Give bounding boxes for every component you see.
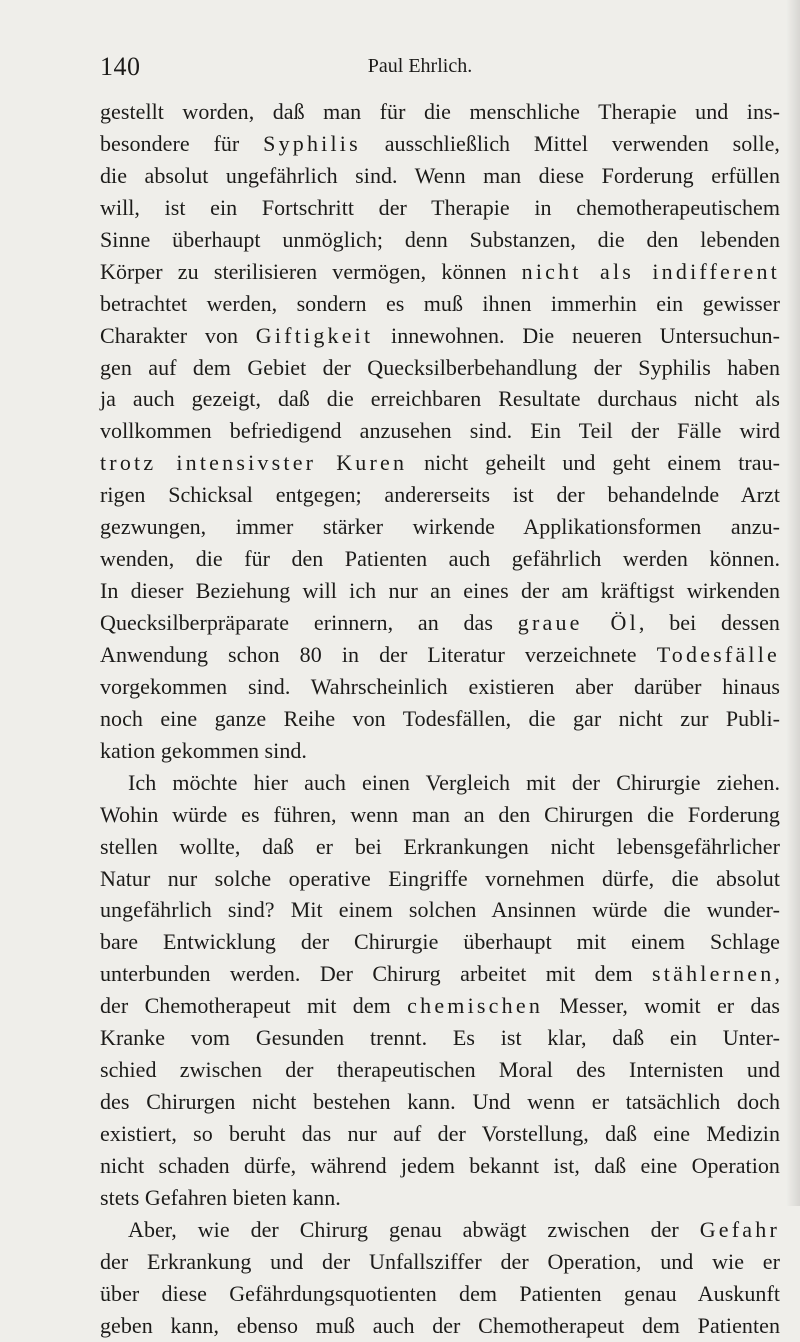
line-text: Aber, wie der Chirurg genau abwägt zwischen der	[128, 1216, 700, 1242]
page-edge-shadow	[786, 0, 800, 1206]
line-text: Quecksilberpräparate erinnern, an das	[100, 610, 518, 635]
line-text: ungefährlich sind? Mit einem solchen Ansinnen würde die wunder-	[100, 897, 780, 923]
line-text: besondere für	[100, 130, 264, 156]
line-text: nicht schaden dürfe, während jedem bekannt ist, daß eine Operation	[100, 1152, 780, 1178]
text-line	[100, 990, 780, 1022]
text-line	[100, 926, 780, 958]
spaced-emphasis: Todesfälle	[656, 641, 780, 667]
line-text: In dieser Beziehung will ich nur an eines der am kräftigst wirkenden	[100, 578, 780, 604]
spaced-emphasis: Giftigkeit	[255, 322, 374, 348]
spaced-emphasis: stählernen	[652, 961, 775, 987]
page-header	[100, 52, 740, 82]
line-text: noch eine ganze Reihe von Todesfällen, die gar nicht zur Publi-	[100, 705, 780, 731]
line-text: Wohin würde es führen, wenn man an den Chirurgen die Forderung	[100, 801, 780, 827]
line-text: der Erkrankung und der Unfallsziffer der Operation, und wie er	[100, 1248, 780, 1274]
text-line	[100, 352, 780, 384]
text-line	[100, 1278, 780, 1310]
line-text: stets Gefahren bieten kann.	[100, 1184, 341, 1210]
line-text: gezwungen, immer stärker wirkende Applikationsformen anzu-	[100, 514, 780, 540]
text-line	[100, 1118, 780, 1150]
line-text: Anwendung schon 80 in der Literatur verzeichnete	[100, 641, 657, 667]
text-line	[100, 192, 780, 224]
line-text: bare Entwicklung der Chirurgie überhaupt mit einem Schlage	[100, 929, 780, 955]
line-text: , bei dessen	[638, 610, 780, 635]
line-text: über diese Gefährdungsquotienten dem Patienten genau Auskunft	[100, 1280, 780, 1306]
spaced-emphasis: nicht als indifferent	[521, 258, 780, 284]
text-line	[100, 1086, 780, 1118]
text-line	[100, 256, 780, 288]
text-line	[100, 607, 780, 639]
text-line	[100, 96, 780, 128]
spaced-emphasis: graue Öl	[517, 610, 639, 635]
text-line	[100, 799, 780, 831]
line-text: betrachtet werden, sondern es muß ihnen immerhin ein gewisser	[100, 290, 780, 316]
line-text: Ich möchte hier auch einen Vergleich mit der Chirurgie ziehen.	[128, 769, 780, 795]
line-text: unterbunden werden. Der Chirurg arbeitet mit dem	[100, 961, 653, 987]
line-text: der Chemotherapeut mit dem	[100, 993, 408, 1019]
line-text: gestellt worden, daß man für die menschliche Therapie und ins-	[100, 99, 780, 124]
line-text: Sinne überhaupt unmöglich; denn Substanzen, die den lebenden	[100, 226, 780, 252]
text-line	[100, 160, 780, 192]
text-line	[100, 1310, 780, 1342]
text-line	[100, 671, 780, 703]
text-line	[100, 447, 780, 479]
line-text: geben kann, ebenso muß auch der Chemotherapeut dem Patienten	[100, 1312, 780, 1338]
line-text: Körper zu sterilisieren vermögen, können	[100, 258, 522, 284]
line-text: ja auch gezeigt, daß die erreichbaren Resultate durchaus nicht als	[100, 386, 780, 412]
line-text: kation gekommen sind.	[100, 737, 307, 763]
text-line	[100, 511, 780, 543]
line-text: schied zwischen der therapeutischen Moral des Internisten und	[100, 1057, 780, 1083]
text-line	[100, 415, 780, 447]
text-line	[100, 575, 780, 607]
text-line	[100, 1054, 780, 1086]
spaced-emphasis: Gefahr	[699, 1216, 780, 1242]
text-line	[100, 958, 780, 990]
text-line	[100, 320, 780, 352]
line-text: will, ist ein Fortschritt der Therapie in chemotherapeutischem	[100, 194, 780, 220]
spaced-emphasis: trotz intensivster Kuren	[100, 450, 408, 476]
text-line	[100, 735, 780, 767]
line-text: Natur nur solche operative Eingriffe vornehmen dürfe, die absolut	[100, 865, 780, 891]
text-line	[100, 288, 780, 320]
text-line	[100, 1182, 780, 1214]
line-text: Kranke vom Gesunden trennt. Es ist klar, daß ein Unter-	[100, 1025, 780, 1051]
running-title: Paul Ehrlich.	[367, 55, 473, 77]
line-text: vorgekommen sind. Wahrscheinlich existieren aber darüber hinaus	[100, 673, 780, 699]
text-line	[100, 1022, 780, 1054]
text-line	[100, 479, 780, 511]
line-text: innewohnen. Die neueren Untersuchun-	[373, 322, 780, 348]
text-line	[100, 767, 780, 799]
text-line	[100, 1214, 780, 1246]
page-number: 140	[100, 52, 141, 81]
spaced-emphasis: chemischen	[407, 993, 544, 1019]
line-text: Charakter von	[100, 322, 256, 348]
text-line	[100, 863, 780, 895]
line-text: die absolut ungefährlich sind. Wenn man diese Forderung erfüllen	[100, 162, 780, 188]
text-line	[100, 894, 780, 926]
text-line	[100, 831, 780, 863]
line-text: wenden, die für den Patienten auch gefährlich werden können.	[100, 546, 780, 572]
text-line	[100, 1150, 780, 1182]
body-text	[100, 96, 780, 1342]
line-text: Messer, womit er das	[543, 993, 780, 1019]
line-text: stellen wollte, daß er bei Erkrankungen nicht lebensgefährlicher	[100, 833, 780, 859]
text-line	[100, 639, 780, 671]
line-text: ausschließlich Mittel verwenden solle,	[360, 130, 780, 156]
line-text: nicht geheilt und geht einem trau-	[407, 450, 780, 476]
line-text: gen auf dem Gebiet der Quecksilberbehandlung der Syphilis haben	[100, 354, 780, 380]
text-line	[100, 128, 780, 160]
text-line	[100, 543, 780, 575]
line-text: vollkommen befriedigend anzusehen sind. Ein Teil der Fälle wird	[100, 418, 780, 444]
text-line	[100, 1246, 780, 1278]
line-text: ,	[774, 961, 780, 987]
line-text: des Chirurgen nicht bestehen kann. Und wenn er tatsächlich doch	[100, 1089, 780, 1115]
text-line	[100, 383, 780, 415]
text-line	[100, 703, 780, 735]
line-text: existiert, so beruht das nur auf der Vorstellung, daß eine Medizin	[100, 1121, 780, 1146]
text-line	[100, 224, 780, 256]
spaced-emphasis: Syphilis	[263, 130, 361, 156]
line-text: rigen Schicksal entgegen; andererseits ist der behandelnde Arzt	[100, 482, 780, 508]
